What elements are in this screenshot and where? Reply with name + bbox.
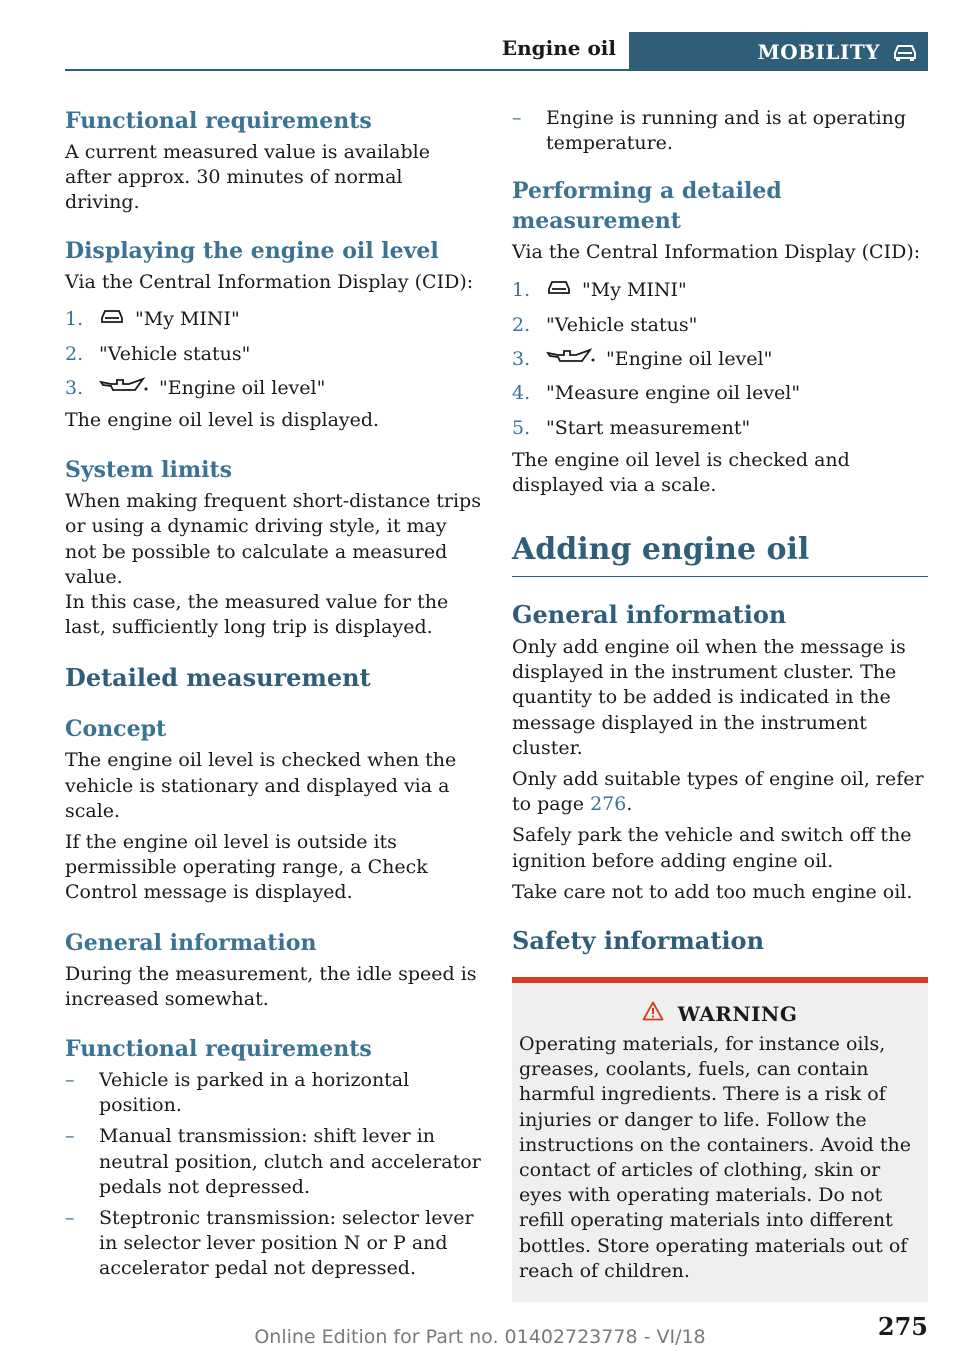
right-column — [512, 106, 928, 1302]
functional-requirements-heading-2: Functional requirements — [65, 1036, 372, 1063]
displaying-intro: Via the Central Information Display (CID): — [65, 270, 474, 293]
section-rule — [512, 576, 928, 577]
warning-label: WARNING — [677, 1001, 798, 1026]
add-text-4: Take care not to add too much engine oil. — [512, 880, 913, 903]
left-column — [65, 106, 481, 1282]
list-item: – Engine is running and is at operating temperature. — [512, 107, 907, 155]
warning-triangle-icon — [642, 1001, 678, 1026]
functional-requirements-heading: Functional requirements — [65, 108, 372, 134]
concept-heading: Concept — [65, 716, 167, 743]
oil-can-icon — [546, 347, 596, 372]
detailed-measurement-heading: Detailed measurement — [65, 663, 371, 693]
general-information-heading: General information — [65, 929, 317, 956]
add-text-3: Safely park the vehicle and switch off the ignition before adding engine oil. — [512, 824, 912, 872]
list-item: 5. "Start measurement" — [512, 416, 751, 439]
list-item: 2. "Vehicle status" — [65, 342, 251, 365]
page-link[interactable]: 276 — [590, 793, 627, 816]
performing-intro: Via the Central Information Display (CID): — [512, 241, 921, 264]
warning-text: Operating materials, for instance oils, greases, coolants, fuels, can contain harmful ingredients. There is a risk of injuries or danger to life. Follow the instructions on the containers. Avoid the contact of articles of clothing, skin or eyes with operating materials. Do not refill operating materials into different bottles. Store operating materials out of reach of children. — [519, 1033, 911, 1282]
functional-requirements-text: A current measured value is available after approx. 30 minutes of normal driving. — [65, 141, 430, 214]
display-steps-list — [65, 303, 481, 406]
add-text-1: Only add engine oil when the message is displayed in the instrument cluster. The quantity to be added is indicated in the message displayed in the instrument cluster. — [512, 635, 906, 759]
concept-text-2: If the engine oil level is outside its permissible operating range, a Check Control message is displayed. — [65, 831, 428, 904]
oil-can-icon — [99, 376, 149, 401]
displaying-oil-level-heading: Displaying the engine oil level — [65, 237, 439, 264]
performing-measurement-heading: Performing a detailed measurement — [512, 178, 782, 235]
system-limits-text-2: In this case, the measured value for the last, sufficiently long trip is displayed. — [65, 591, 449, 639]
footer-edition: Online Edition for Part no. 01402723778 - VI/18 — [254, 1326, 706, 1348]
car-icon — [892, 43, 918, 61]
car-icon — [99, 307, 125, 332]
list-item: 4. "Measure engine oil level" — [512, 382, 801, 405]
list-item: 3. "Engine oil level" — [512, 342, 928, 376]
requirements-list — [65, 1068, 481, 1282]
perform-steps-list — [512, 274, 928, 446]
add-text-2: Only add suitable types of engine oil, refer to page 276. — [512, 767, 924, 816]
perform-result: The engine oil level is checked and displayed via a scale. — [512, 448, 850, 496]
general-information-text: During the measurement, the idle speed is increased somewhat. — [65, 962, 477, 1010]
system-limits-heading: System limits — [65, 457, 233, 484]
warning-header — [519, 1001, 920, 1026]
add-general-information-heading: General information — [512, 599, 787, 629]
requirements-list-continued — [512, 106, 928, 156]
running-header-tab — [629, 32, 928, 71]
list-item: – Manual transmission: shift lever in neutral position, clutch and accelerator pedals not depressed. — [65, 1125, 481, 1198]
display-result: The engine oil level is displayed. — [65, 408, 380, 431]
page-number: 275 — [877, 1312, 928, 1341]
list-item: 1. "My MINI" — [512, 274, 928, 308]
header-rule — [65, 69, 928, 71]
concept-text: The engine oil level is checked when the vehicle is stationary and displayed via a scale. — [65, 749, 457, 822]
safety-information-heading: Safety information — [512, 926, 765, 955]
list-item: 3. "Engine oil level" — [65, 372, 481, 406]
list-item: – Steptronic transmission: selector lever in selector lever position N or P and accelerator pedal not depressed. — [65, 1207, 474, 1280]
adding-engine-oil-heading: Adding engine oil — [512, 531, 810, 567]
list-item: 1. "My MINI" — [65, 303, 481, 337]
list-item: 2. "Vehicle status" — [512, 313, 698, 336]
car-icon — [546, 278, 572, 303]
chapter-label: MOBILITY — [757, 39, 880, 64]
system-limits-text: When making frequent short-distance trips or using a dynamic driving style, it may not be possible to calculate a measured value. — [65, 490, 481, 588]
running-header-section: Engine oil — [501, 36, 616, 60]
warning-box — [512, 977, 928, 1302]
list-item: – Vehicle is parked in a horizontal position. — [65, 1069, 410, 1117]
